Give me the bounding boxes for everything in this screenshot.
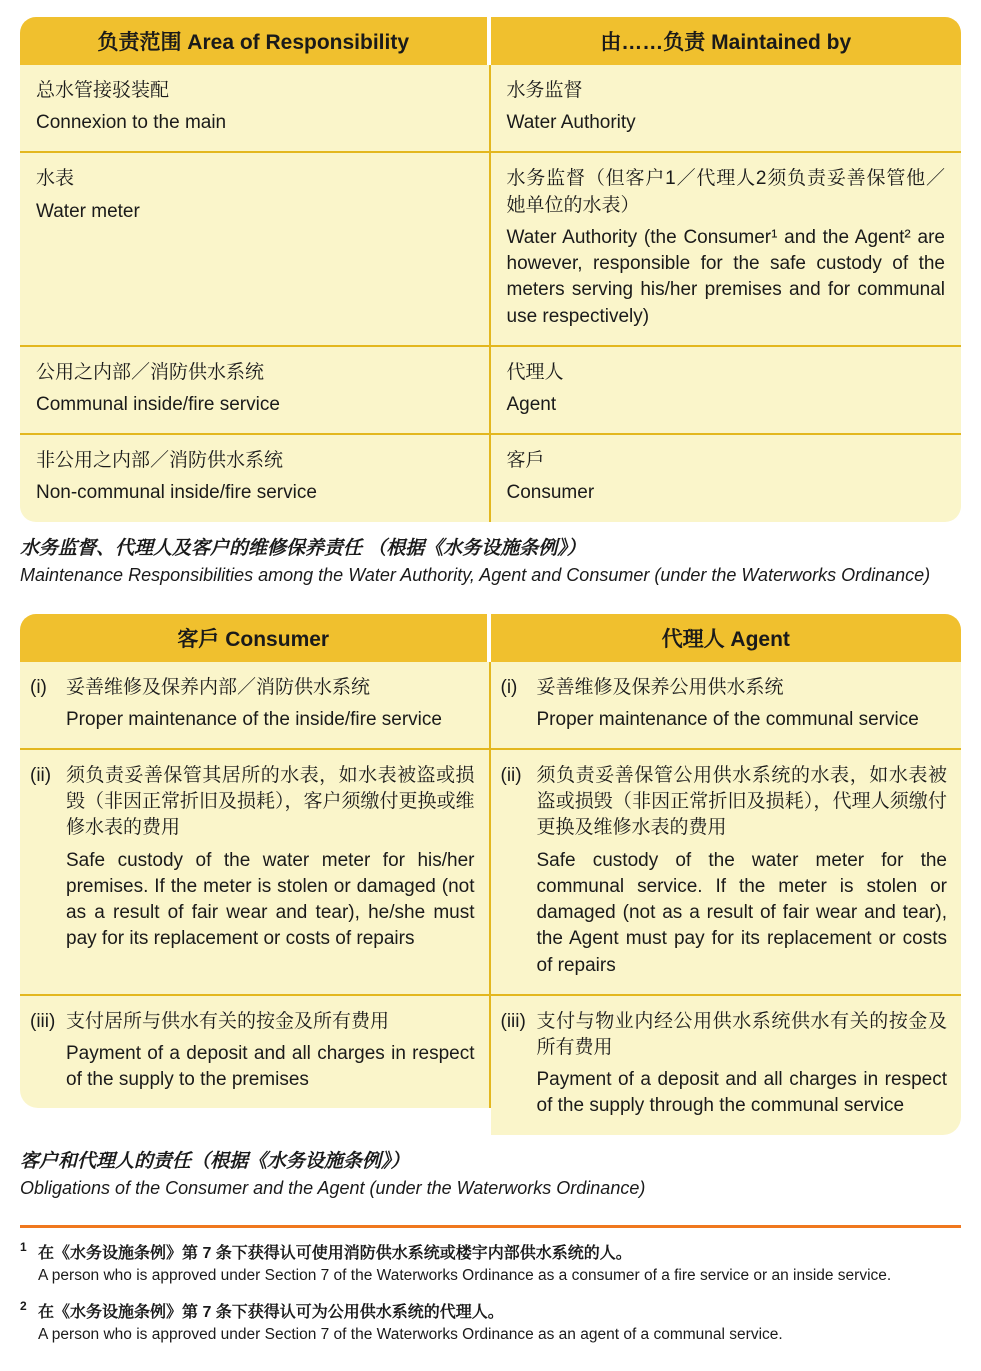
caption-en: Obligations of the Consumer and the Agent (under the Waterworks Ordinance) <box>20 1178 646 1199</box>
table-cell <box>491 662 962 750</box>
item-marker: (i) <box>500 676 518 698</box>
table-cell <box>491 996 962 1135</box>
cell-text-zh: 代理人 <box>506 361 564 383</box>
footnote-2 <box>20 1301 961 1347</box>
caption-zh: 客户和代理人的责任（根据《水务设施条例》） <box>20 1150 410 1172</box>
cell-text-en: Payment of a deposit and all charges in respect of the supply through the communal service <box>536 1069 947 1117</box>
footnote-marker: 2 <box>20 1299 27 1314</box>
cell-text-en: Water Authority <box>506 112 636 134</box>
obligations-table-header-left: 客戶 Consumer <box>20 614 491 662</box>
cell-text-en: Proper maintenance of the inside/fire service <box>66 708 442 730</box>
footnote-marker: 1 <box>20 1239 27 1254</box>
cell-text-en: Safe custody of the water meter for the communal service. If the meter is stolen or damaged (not as a result of fair wear and tear), the Agent must pay for its replacement or costs of repairs <box>536 849 947 976</box>
caption-en: Maintenance Responsibilities among the Water Authority, Agent and Consumer (under the Waterworks Ordinance) <box>20 565 931 586</box>
cell-text-zh: 非公用之内部／消防供水系统 <box>36 450 284 472</box>
footnote-text-en: A person who is approved under Section 7 of the Waterworks Ordinance as a consumer of a fire service or an inside service. <box>38 1266 892 1284</box>
cell-text-en: Connexion to the main <box>36 112 227 134</box>
footnote-text-en: A person who is approved under Section 7 of the Waterworks Ordinance as an agent of a communal service. <box>38 1326 783 1344</box>
cell-text-en: Non-communal inside/fire service <box>36 482 317 504</box>
cell-text-en: Agent <box>506 393 557 415</box>
obligations-table-caption <box>20 1149 961 1201</box>
responsibility-table-header-left: 负责范围 Area of Responsibility <box>20 17 491 65</box>
table-cell <box>20 662 491 750</box>
table-cell <box>20 347 491 435</box>
cell-text-en: Safe custody of the water meter for his/her premises. If the meter is stolen or damaged (not as a result of fair wear and tear), he/she must pay for its replacement or costs of repairs <box>66 849 475 950</box>
responsibility-table-header-right: 由……负责 Maintained by <box>491 17 962 65</box>
footnote-divider-rule <box>20 1225 961 1228</box>
table-cell <box>20 750 491 996</box>
footnote-1 <box>20 1239 961 1288</box>
item-marker: (i) <box>30 676 47 698</box>
cell-text-zh: 须负责妥善保管公用供水系统的水表，如水表被盗或损毁（非因正常折旧及损耗），代理人须缴付更换及维修水表的费用 <box>536 765 947 839</box>
responsibility-table-caption <box>20 536 961 588</box>
obligations-table-header-right: 代理人 Agent <box>491 614 962 662</box>
cell-text-zh: 客戶 <box>506 450 545 472</box>
footnote-text-zh: 在《水务设施条例》第 7 条下获得认可使用消防供水系统或楼宇内部供水系统的人。 <box>38 1244 632 1262</box>
cell-text-zh: 妥善维修及保养内部／消防供水系统 <box>66 676 371 698</box>
item-marker: (iii) <box>500 1010 526 1032</box>
cell-text-en: Proper maintenance of the communal service <box>536 708 919 730</box>
cell-text-en: Water meter <box>36 200 140 222</box>
cell-text-zh: 支付与物业内经公用供水系统供水有关的按金及所有费用 <box>536 1010 947 1058</box>
cell-text-zh: 水务监督（但客户1／代理人2须负责妥善保管他／她单位的水表） <box>506 168 945 216</box>
cell-text-zh: 总水管接驳装配 <box>36 80 170 101</box>
table-cell <box>20 65 491 153</box>
table-cell <box>491 153 962 346</box>
table-cell <box>491 435 962 521</box>
footnote-text-zh: 在《水务设施条例》第 7 条下获得认可为公用供水系统的代理人。 <box>38 1304 504 1322</box>
cell-text-zh: 妥善维修及保养公用供水系统 <box>536 676 784 698</box>
table-cell <box>20 996 491 1109</box>
cell-text-en: Payment of a deposit and all charges in respect of the supply to the premises <box>66 1042 475 1091</box>
cell-text-zh: 公用之内部／消防供水系统 <box>36 361 265 383</box>
table-cell <box>491 65 962 153</box>
item-marker: (ii) <box>30 765 52 786</box>
cell-text-en: Consumer <box>506 482 595 504</box>
table-cell <box>491 750 962 996</box>
obligations-table <box>20 614 961 1135</box>
cell-text-zh: 水务监督 <box>506 80 583 101</box>
table-cell <box>491 347 962 435</box>
table-cell <box>20 435 491 521</box>
caption-zh: 水务监督、代理人及客户的维修保养责任 （根据《水务设施条例》） <box>20 537 586 559</box>
cell-text-zh: 水表 <box>36 168 75 190</box>
cell-text-en: Communal inside/fire service <box>36 393 280 415</box>
responsibility-table <box>20 17 961 522</box>
cell-text-zh: 支付居所与供水有关的按金及所有费用 <box>66 1010 390 1032</box>
item-marker: (iii) <box>30 1010 56 1032</box>
item-marker: (ii) <box>500 765 522 786</box>
table-cell <box>20 153 491 346</box>
cell-text-en: Water Authority (the Consumer¹ and the Agent² are however, responsible for the safe custody of the meters serving his/her premises and for communal use respectively) <box>506 226 945 327</box>
cell-text-zh: 须负责妥善保管其居所的水表，如水表被盗或损毁（非因正常折旧及损耗），客户须缴付更换或维修水表的费用 <box>66 765 475 839</box>
